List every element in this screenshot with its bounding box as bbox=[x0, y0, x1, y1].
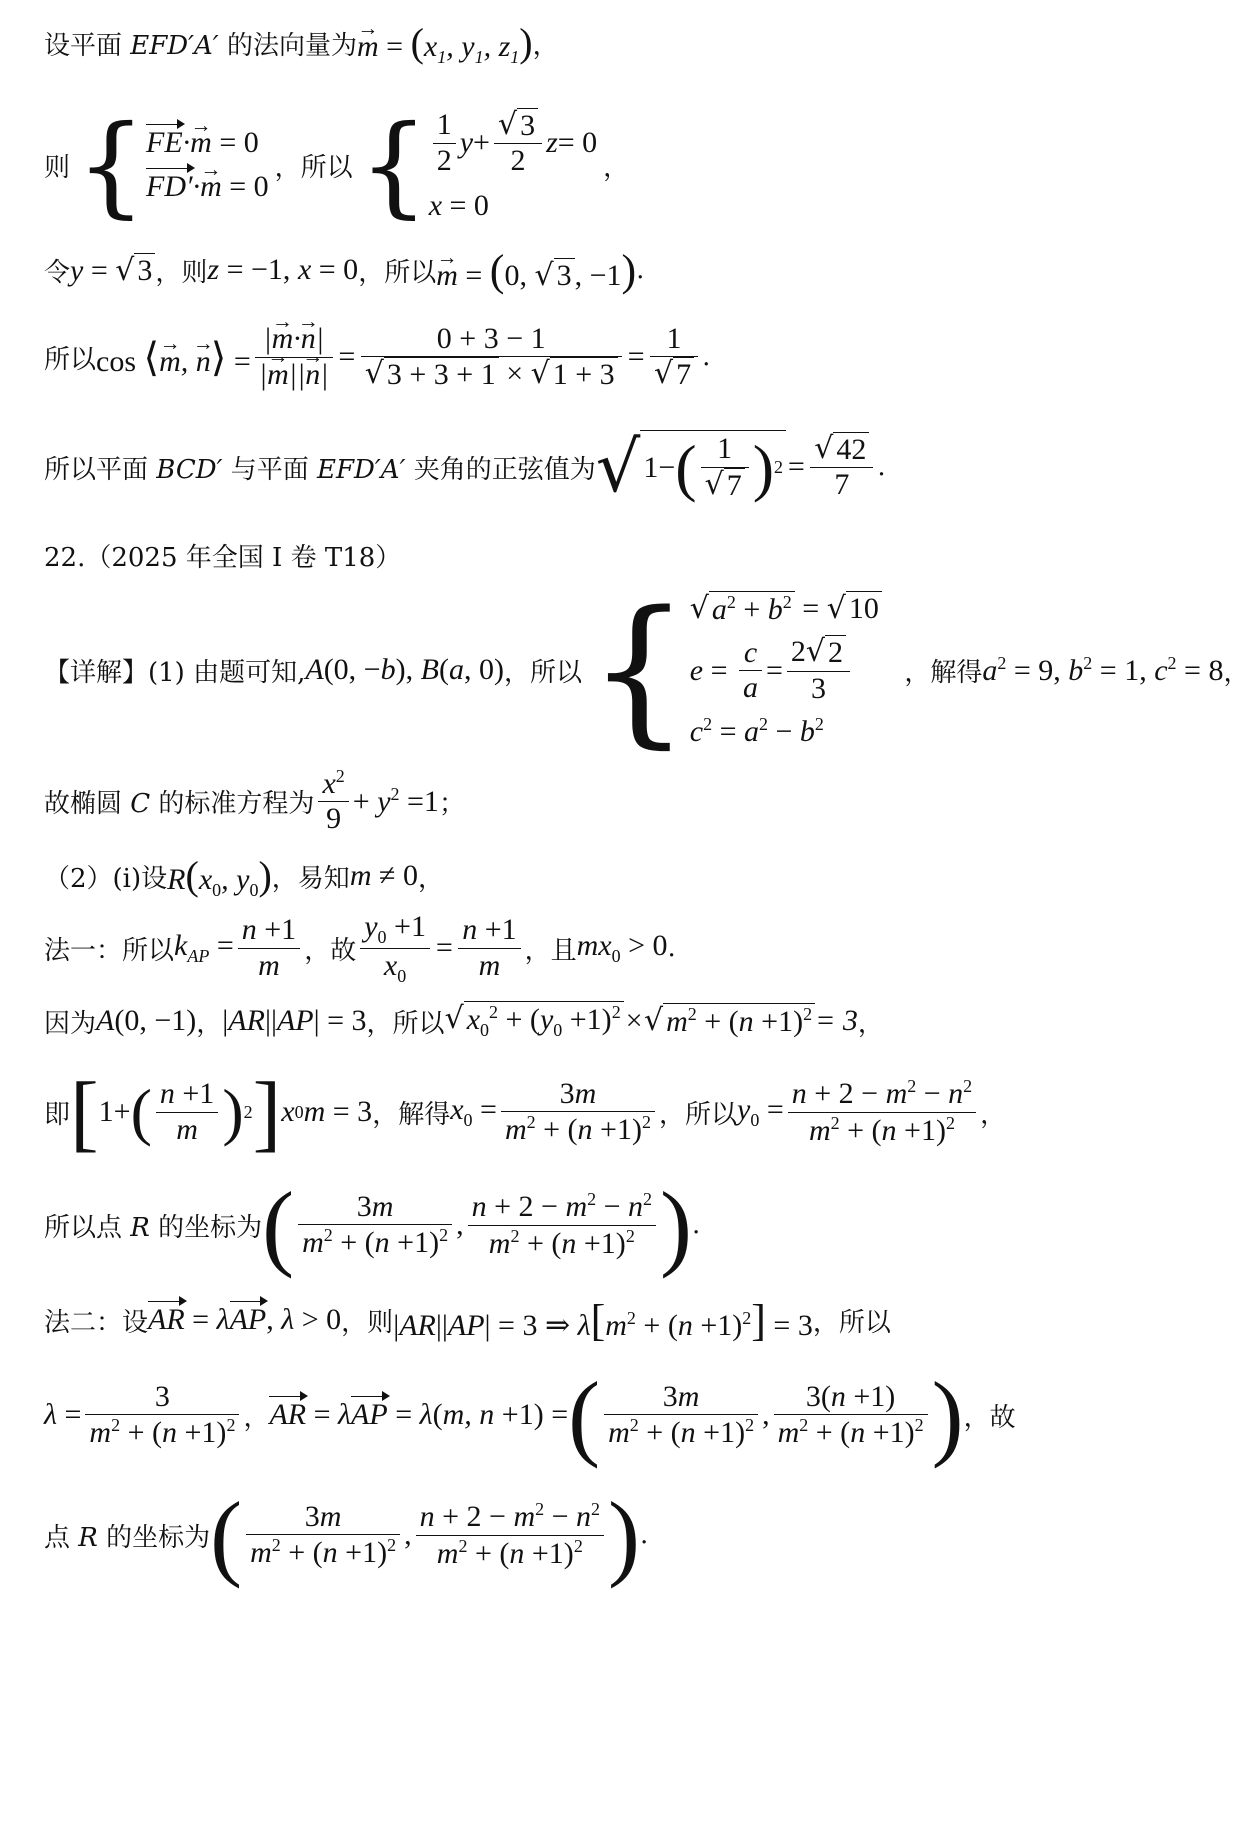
line-normal-vector-m: 设平面 EFD′A′ 的法向量为 → $m = (x_1$, $y_1$, $z_1$) ， bbox=[44, 18, 1200, 68]
line-method1-slope: 法一：所以 $k_{AP}$ = $\frac{n +1}{m}$ ，故 $\frac{y_0 +1}{x_0}$ = $\frac{n +1}{m}$ ，且 $mx_0 > 0$ . bbox=[44, 909, 676, 986]
line-detail-part1: 【详解】(1) 由题可知, A(0, −b), B(a, 0) ，所以 { √ $a^2 + b^2$ = √ 10 e = $\frac{c}{a}$ = 2 √ 2 3 $c^2 = a^2 - b^2$ ，解得 $a^2 = 9$, $b^2 = 1$, $c^2 = 8$ ， bbox=[44, 576, 1249, 763]
line-method2-lambda: λ = $\frac{3}{m^2 + (n +1)^2}$ ， AR = λAP = λ(m, n +1) = ( $\frac{3m}{m^2 + (n +1)^2}$ , $\frac{3(n +1)}{m^2 + (n +1)^2}$ ) ，故 bbox=[44, 1361, 1016, 1469]
line-sine-value: 所以平面 BCD′ 与平面 EFD′A′ 夹角的正弦值为 √ 1− ( 1 √ 7 ) 2 = √ 42 7 . bbox=[44, 426, 886, 508]
system-coordinates: { $\frac{1}{2}$ y + √ 3 2 z = 0 x = 0 bbox=[358, 101, 598, 229]
line-point-r-method2: 点 R 的坐标为 ( $\frac{3m}{m^2 + (n +1)^2}$ , $\frac{n + 2 - m^2 - n^2}{m^2 + (n +1)^2}$ ) . bbox=[44, 1481, 649, 1589]
line-cosine: 所以 cos ⟨→ m, → n⟩ = $\frac{|\to m\cdot\to n|}{|\to m||\to n|}$ = 0 + 3 − 1 √ 3 + 3 + 1 × √ 1 + 3 = 1 √ 7 . bbox=[44, 312, 1200, 402]
line-point-r-method1: 所以点 R 的坐标为 ( $\frac{3m}{m^2 + (n +1)^2}$ , $\frac{n + 2 - m^2 - n^2}{m^2 + (n +1)^2}$ ) . bbox=[44, 1171, 701, 1279]
line-method2-setup: 法二：设 AR = λAP, λ > 0 ，则 |AR||AP| = 3 ⇒ $\lambda[m^2 + (n +1)^2] = 3$ ，所以 bbox=[44, 1295, 891, 1345]
line-method1-distance: 因为 A(0, −1) ， |AR||AP| = 3 ，所以 √ $x_0^2 + (y_0 +1)^2$ × √ $m^2 + (n +1)^2$ = 3 ， bbox=[44, 1001, 884, 1040]
system-ellipse-params: { √ $a^2 + b^2$ = √ 10 e = $\frac{c}{a}$ = 2 √ 2 3 $c^2 = a^2 - b^2$ bbox=[588, 590, 882, 750]
system-dot-products: { FE·→ m = 0 FD′·→ m = 0 bbox=[76, 110, 269, 220]
problem-heading bbox=[44, 530, 1200, 580]
line-part2-setup: （2）(i)设 $R(x_0$, $y_0$) ，易知 m ≠ 0 ， bbox=[44, 852, 444, 900]
line-let-y: 令 y = √ 3 ，则 z = −1, x = 0 ，所以 → m = (0, √ 3 , −1) . bbox=[44, 240, 1200, 300]
line-equation-systems: 则 { FE·→ m = 0 FD′·→ m = 0 ，所以 { $\frac{1}{2}$ y + √ 3 2 z = 0 x = 0 ， bbox=[44, 100, 1200, 230]
line-method1-solve: 即 [ 1+ ( $\frac{n +1}{m}$ ) 2 ] x 0 m = 3 ，解得 $x_0$ = $\frac{3m}{m^2 + (n +1)^2}$ ，所以 $y_0$ = $\frac{n + 2 - m^2 - n^2}{m^2 + (n +1)^2}$ ， bbox=[44, 1064, 1007, 1160]
line-ellipse-equation: 故椭圆 C 的标准方程为 $\frac{x^2}{9}$ + $y^2 =1$ ； bbox=[44, 765, 465, 835]
problem-number: 22.（2025 年全国 I 卷 T18） bbox=[44, 542, 402, 573]
